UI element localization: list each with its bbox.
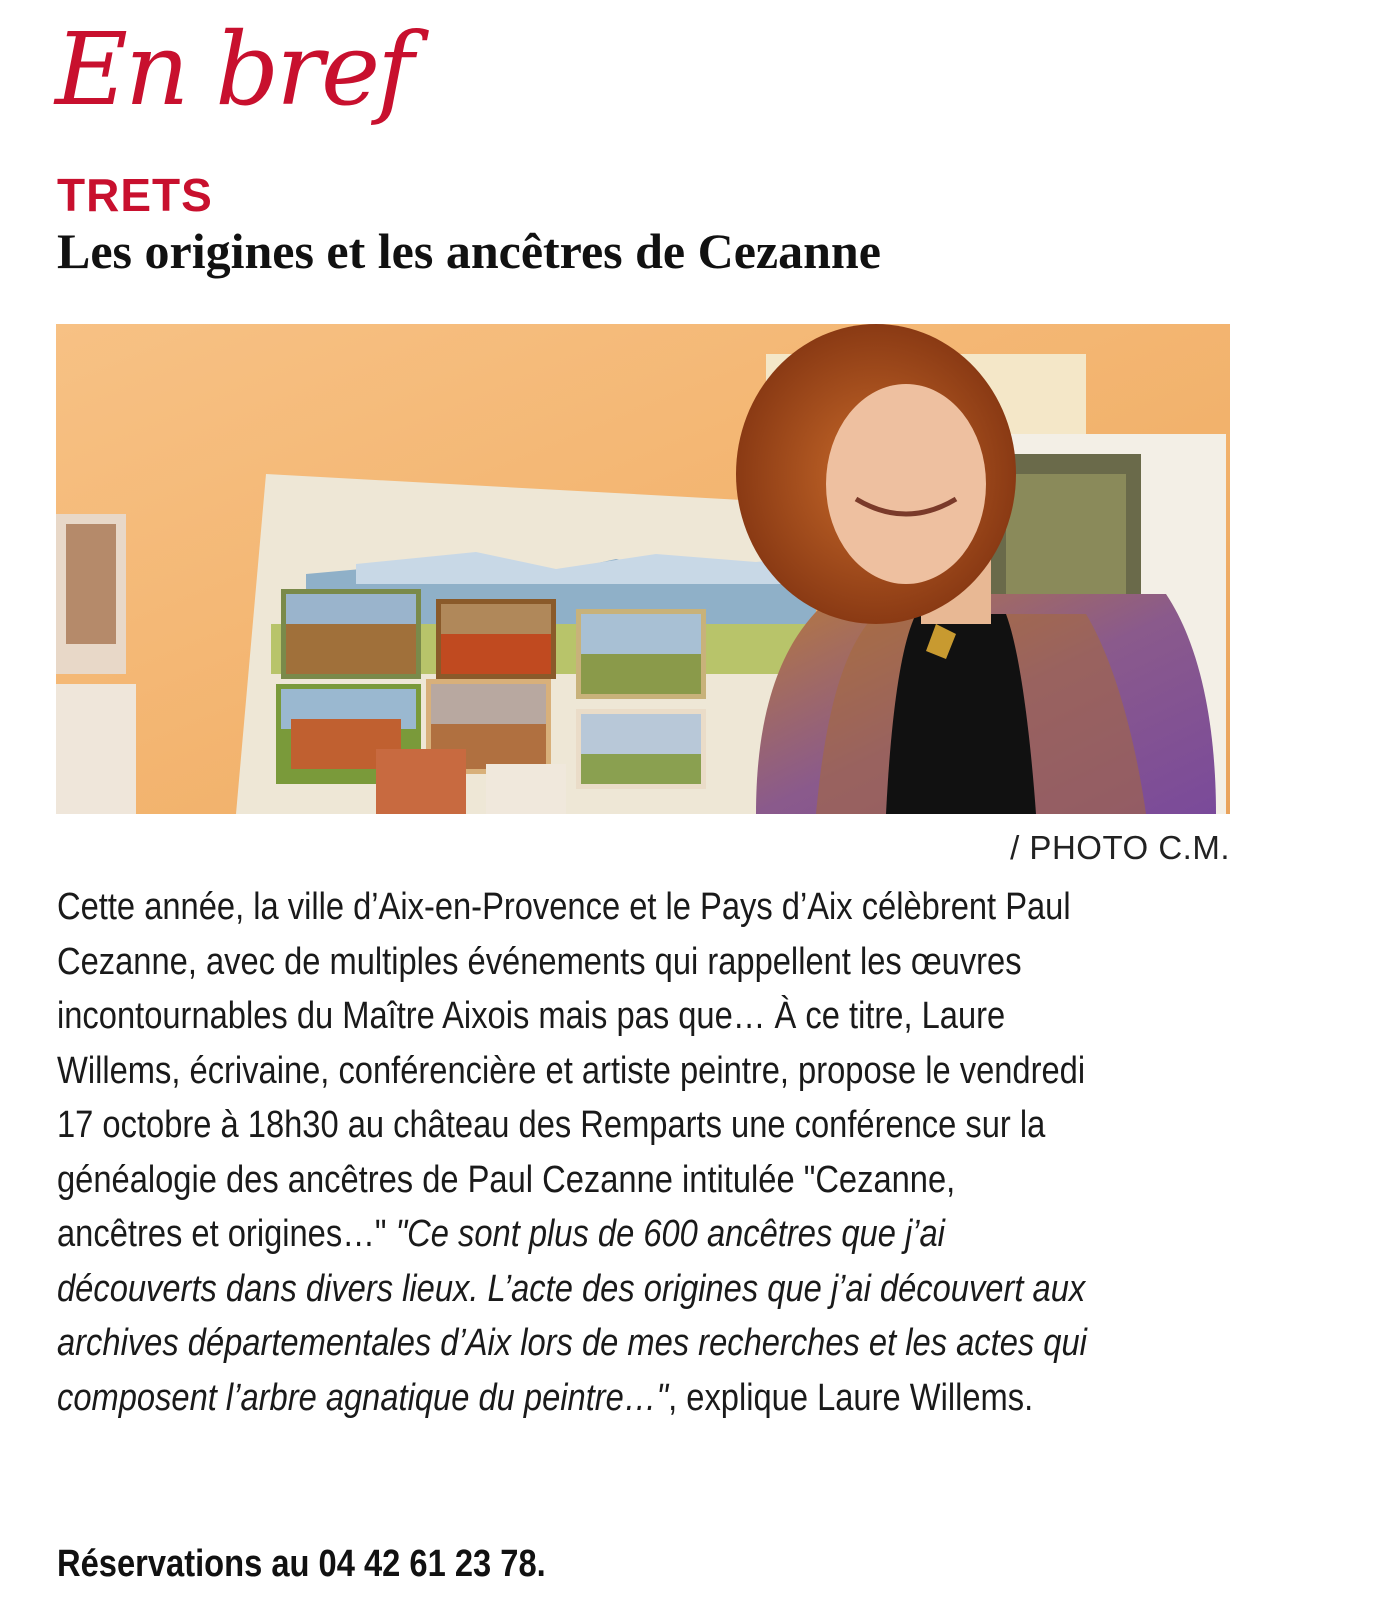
article-body (57, 880, 1089, 1425)
article-body-outro: , explique Laure Willems. (668, 1376, 1034, 1419)
section-rubric: En bref (55, 11, 412, 128)
article-headline: Les origines et les ancêtres de Cezanne (57, 223, 881, 279)
article-body-quote: "Ce sont plus de 600 ancêtres que j’ai découverts dans divers lieux. L’acte des origines que j’ai découvert aux archives départementales d’Aix lors de mes recherches et les actes qui composent l’arbre agnatique du peintre…" (57, 1213, 1087, 1419)
article-photo (56, 324, 1230, 814)
article-body-intro: Cette année, la ville d’Aix-en-Provence et le Pays d’Aix célèbrent Paul Cezanne, avec de multiples événements qui rappellent les œuvres incontournables du Maître Aixois mais pas que… À ce titre, Laure Willems, écrivaine, conférencière et artiste peintre, propose le vendredi 17 octobre à 18h30 au château des Remparts une conférence sur la généalogie des ancêtres de Paul Cezanne intitulée "Cezanne, ancêtres et origines…" (57, 886, 1086, 1255)
reservation-info: Réservations au 04 42 61 23 78. (57, 1543, 546, 1585)
article-location-kicker: TRETS (57, 169, 213, 221)
photo-credit: / PHOTO C.M. (1010, 829, 1230, 866)
